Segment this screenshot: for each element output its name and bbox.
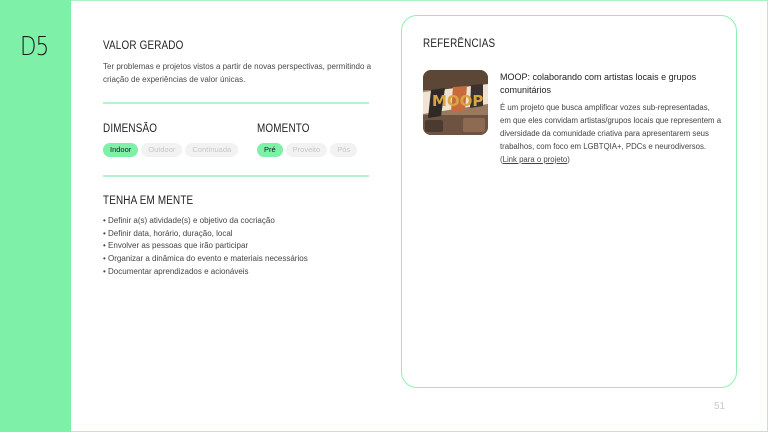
page-number: 51	[714, 401, 726, 412]
momento-options	[257, 143, 357, 157]
reference-description	[500, 101, 722, 166]
momento-title: MOMENTO	[257, 123, 310, 135]
tenha-em-mente-list	[103, 215, 308, 279]
valor-gerado-text: Ter problemas e projetos vistos a partir de novas perspectivas, permitindo a criação de experiências de valor únicas.	[103, 62, 372, 84]
momento-option-proveito[interactable]: Proveito	[286, 143, 328, 157]
reference-title[interactable]: MOOP: colaborando com artistas locais e grupos comunitários	[500, 72, 697, 95]
slide-code: D5	[20, 32, 49, 62]
list-item: • Definir a(s) atividade(s) e objetivo da cocriação	[103, 215, 308, 228]
tenha-em-mente-title: TENHA EM MENTE	[103, 195, 194, 207]
reference-link[interactable]: Link para o projeto	[502, 155, 568, 164]
list-item: • Documentar aprendizados e acionáveis	[103, 266, 308, 279]
momento-option-pos[interactable]: Pós	[330, 143, 357, 157]
reference-body-text: É um projeto que busca amplificar vozes sub-representadas, em que eles convidam artistas/grupos locais que representem a diversidade da comunidade criativa para apresentarem seus trabalhos, com foco em LGBTQIA+, PDCs e neurodiversos.	[500, 103, 722, 151]
momento-option-pre[interactable]: Pré	[257, 143, 283, 157]
divider-2	[103, 175, 369, 177]
dimensao-title: DIMENSÃO	[103, 123, 158, 135]
dimensao-option-outdoor[interactable]: Outdoor	[141, 143, 182, 157]
list-item: • Organizar a dinâmica do evento e materiais necessários	[103, 253, 308, 266]
link-paren-close: )	[567, 155, 570, 164]
valor-gerado-title: VALOR GERADO	[103, 40, 184, 52]
list-item: • Definir data, horário, duração, local	[103, 228, 308, 241]
list-item: • Envolver as pessoas que irão participar	[103, 240, 308, 253]
svg-text:MOOP: MOOP	[432, 92, 484, 110]
mural-photo-icon	[423, 70, 488, 135]
dimensao-option-indoor[interactable]: Indoor	[103, 143, 138, 157]
dimensao-option-continuada[interactable]: Contínuada	[185, 143, 238, 157]
referencias-title: REFERÊNCIAS	[423, 38, 496, 50]
divider-1	[103, 102, 369, 104]
dimensao-options	[103, 143, 238, 157]
link-paren-open: (	[500, 155, 503, 164]
reference-image[interactable]	[423, 70, 488, 135]
sidebar-accent	[0, 0, 71, 432]
